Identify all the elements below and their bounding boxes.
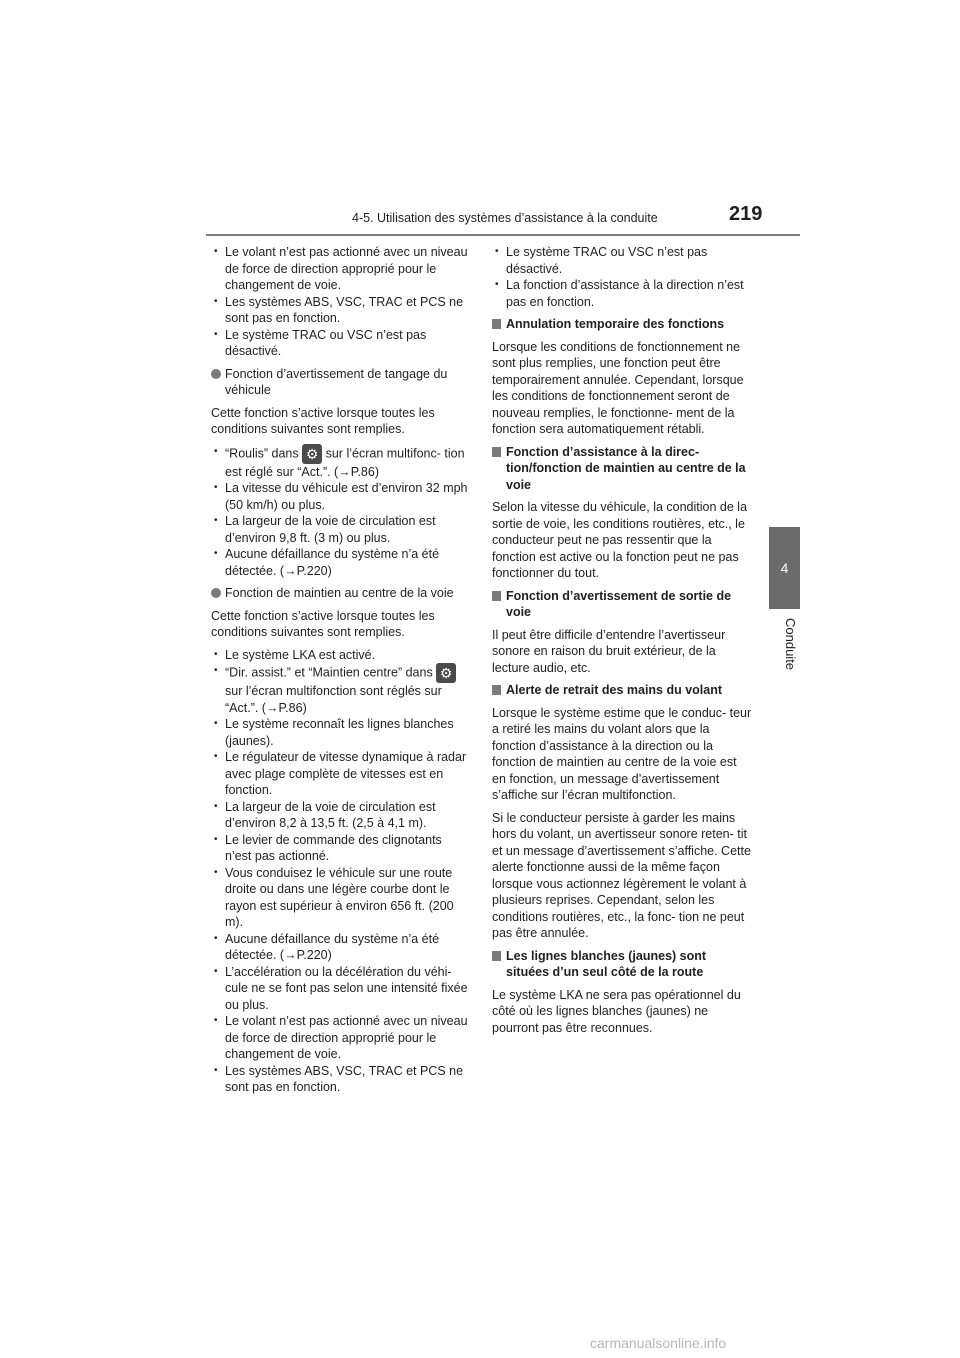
paragraph: Selon la vitesse du véhicule, la condition de la sortie de voie, les conditions routières, etc., le conducteur peut ne pas ressentir que la fonction est active ou la fonction peut ne pas fonctionner du tout. — [492, 500, 748, 580]
paragraph: Si le conducteur persiste à garder les mains hors du volant, un avertisseur sonore reten- tit et un message d’avertissement s’affiche. Cette alerte fonctionne aussi de la même façon lorsque vous actionnez légèrement le volant à plusieurs reprises. Cependant, selon les conditions routières, etc., la fonc- tion ne peut pas être annulée. — [492, 810, 751, 940]
gear-item-before: “Dir. assist.” et “Maintien centre” dans — [225, 665, 433, 680]
left-list-1 — [211, 244, 471, 360]
list-item: • La largeur de la voie de circulation est d’environ 9,8 ft. (3 m) ou plus. — [211, 513, 471, 546]
header-title: 4-5. Utilisation des systèmes d’assistance à la conduite — [352, 211, 658, 225]
heading-text: Fonction d’avertissement de sortie de voie — [506, 588, 732, 619]
paragraph: Cette fonction s’active lorsque toutes les conditions suivantes sont remplies. — [211, 405, 435, 436]
circle-bullet-icon — [211, 369, 221, 379]
list-item-gear — [211, 444, 471, 481]
list-item: • Aucune défaillance du système n’a été détectée. (→P.220) — [211, 931, 471, 964]
list-item: • Le système LKA est activé. — [211, 647, 471, 664]
heading-text: Annulation temporaire des fonctions — [506, 317, 725, 331]
list-item: • Aucune défaillance du système n’a été détectée. (→P.220) — [211, 546, 471, 579]
page-number: 219 — [729, 203, 763, 225]
gear-icon: ⚙ — [302, 444, 322, 464]
gear-item-after: sur l’écran multifonction sont réglés sur “Act.”. (→P.86) — [225, 684, 442, 715]
section-heading-pitch — [211, 366, 471, 399]
left-list-2 — [211, 444, 471, 580]
square-bullet-icon — [492, 951, 501, 961]
right-list-1 — [492, 244, 752, 310]
paragraph: Lorsque le système estime que le conduc- teur a retiré les mains du volant alors que la fonction d’assistance à la direction ou la fonction de maintien au centre de la voie est en fonction, un message d’avertissement s’affiche sur l’écran multifonction. — [492, 705, 752, 802]
list-item-gear — [211, 663, 471, 716]
list-item: • Les systèmes ABS, VSC, TRAC et PCS ne sont pas en fonction. — [211, 294, 471, 327]
heading-text: Fonction d’avertissement de tangage du véhicule — [225, 366, 448, 397]
square-bullet-icon — [492, 447, 501, 457]
square-bullet-icon — [492, 685, 501, 695]
footer-watermark: carmanualsonline.info — [590, 1335, 727, 1351]
list-item: • La fonction d’assistance à la direction n’est pas en fonction. — [492, 277, 752, 310]
right-column — [492, 244, 752, 1042]
chapter-tab — [769, 527, 800, 609]
paragraph: Cette fonction s’active lorsque toutes les conditions suivantes sont remplies. — [211, 608, 435, 639]
list-item: • Le système reconnaît les lignes blanches (jaunes). — [211, 716, 471, 749]
list-item: • L’accélération ou la décélération du véhi- cule ne se font pas selon une intensité fixée ou plus. — [211, 964, 471, 1014]
gear-icon: ⚙ — [436, 663, 456, 683]
paragraph: Le système LKA ne sera pas opérationnel du côté où les lignes blanches (jaunes) ne pourront pas être reconnues. — [492, 987, 741, 1035]
section-heading-hands-off — [492, 682, 752, 699]
section-heading-lane-departure — [492, 588, 752, 621]
heading-text: Fonction de maintien au centre de la voie — [225, 586, 454, 600]
heading-text: Alerte de retrait des mains du volant — [506, 683, 723, 697]
header-rule — [206, 234, 800, 236]
list-item: • La vitesse du véhicule est d’environ 32 mph (50 km/h) ou plus. — [211, 480, 471, 513]
section-heading-one-side-lines — [492, 948, 752, 981]
list-item: • Le volant n’est pas actionné avec un niveau de force de direction approprié pour le changement de voie. — [211, 1013, 471, 1063]
chapter-number: 4 — [780, 560, 789, 576]
section-heading-lane-center — [211, 585, 471, 602]
list-item: • Le volant n’est pas actionné avec un niveau de force de direction approprié pour le changement de voie. — [211, 244, 471, 294]
paragraph: Lorsque les conditions de fonctionnement ne sont plus remplies, une fonction peut être temporairement annulée. Cependant, lorsque les conditions de fonctionnement seront de nouveau remplies, le fonctionne- ment de la fonction sera automatiquement rétabli. — [492, 339, 744, 436]
heading-text: Fonction d’assistance à la direc- tion/fonction de maintien au centre de la voie — [506, 444, 746, 492]
square-bullet-icon — [492, 319, 501, 329]
list-item: • Le système TRAC ou VSC n’est pas désactivé. — [211, 327, 471, 360]
heading-text: Les lignes blanches (jaunes) sont situées d’un seul côté de la route — [506, 948, 707, 979]
section-heading-steering-assist — [492, 444, 752, 494]
circle-bullet-icon — [211, 588, 221, 598]
chapter-label: Conduite — [783, 618, 798, 671]
paragraph: Il peut être difficile d’entendre l’avertisseur sonore en raison du bruit extérieur, de la lecture audio, etc. — [492, 627, 726, 675]
square-bullet-icon — [492, 591, 501, 601]
gear-item-after: sur l’écran multifonc- tion est réglé sur “Act.”. (→P.86) — [225, 445, 465, 479]
list-item: • Les systèmes ABS, VSC, TRAC et PCS ne sont pas en fonction. — [211, 1063, 471, 1096]
list-item: • Le système TRAC ou VSC n’est pas désactivé. — [492, 244, 752, 277]
left-column — [211, 244, 471, 1102]
list-item: • La largeur de la voie de circulation est d’environ 8,2 à 13,5 ft. (2,5 à 4,1 m). — [211, 799, 471, 832]
list-item: • Le régulateur de vitesse dynamique à radar avec plage complète de vitesses est en fonction. — [211, 749, 471, 799]
section-heading-temp-cancel — [492, 316, 752, 333]
gear-item-before: “Roulis” dans — [225, 445, 299, 460]
list-item: • Vous conduisez le véhicule sur une route droite ou dans une légère courbe dont le rayon est supérieur à environ 656 ft. (200 m). — [211, 865, 471, 931]
left-list-3 — [211, 647, 471, 1096]
list-item: • Le levier de commande des clignotants n’est pas actionné. — [211, 832, 471, 865]
